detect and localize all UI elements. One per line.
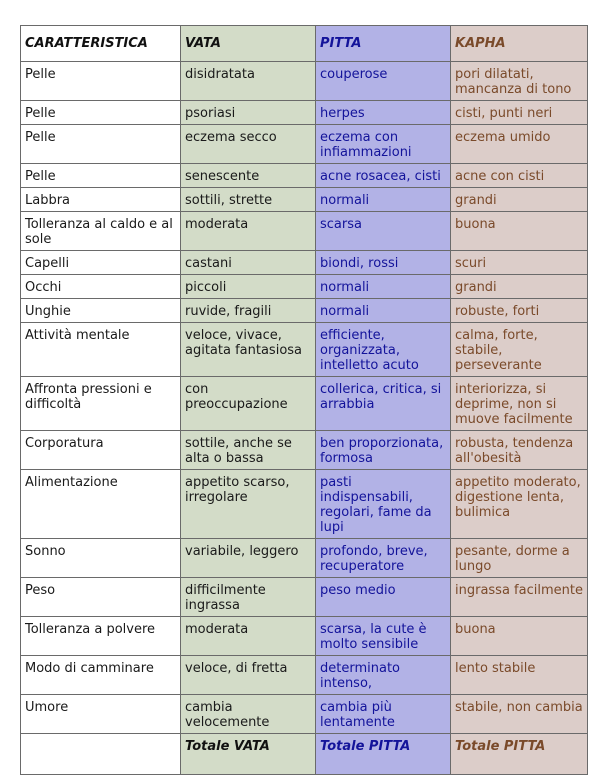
cell-caratteristica: Pelle [21, 125, 181, 164]
cell-pitta: peso medio [316, 578, 451, 617]
table-row [21, 656, 588, 695]
cell-caratteristica: Pelle [21, 164, 181, 188]
cell-kapha: robuste, forti [451, 299, 588, 323]
cell-kapha: robusta, tendenza all'obesità [451, 431, 588, 470]
cell-caratteristica: Pelle [21, 62, 181, 101]
cell-pitta: ben proporzionata, formosa [316, 431, 451, 470]
cell-caratteristica: Unghie [21, 299, 181, 323]
cell-vata: sottili, strette [181, 188, 316, 212]
cell-pitta: herpes [316, 101, 451, 125]
footer-totale-vata: Totale VATA [181, 734, 316, 775]
cell-vata: moderata [181, 617, 316, 656]
cell-caratteristica: Capelli [21, 251, 181, 275]
cell-pitta: normali [316, 275, 451, 299]
table-row [21, 62, 588, 101]
cell-kapha: buona [451, 212, 588, 251]
table-row [21, 323, 588, 377]
table-row [21, 251, 588, 275]
cell-kapha: stabile, non cambia [451, 695, 588, 734]
cell-kapha: buona [451, 617, 588, 656]
header-caratteristica: CARATTERISTICA [21, 26, 181, 62]
cell-vata: veloce, vivace, agitata fantasiosa [181, 323, 316, 377]
footer-totale-pitta: Totale PITTA [316, 734, 451, 775]
cell-caratteristica: Tolleranza a polvere [21, 617, 181, 656]
cell-caratteristica: Alimentazione [21, 470, 181, 539]
dosha-table [20, 25, 588, 775]
cell-vata: piccoli [181, 275, 316, 299]
table-row [21, 125, 588, 164]
cell-caratteristica: Affronta pressioni e difficoltà [21, 377, 181, 431]
cell-vata: difficilmente ingrassa [181, 578, 316, 617]
cell-vata: cambia velocemente [181, 695, 316, 734]
table-row [21, 212, 588, 251]
cell-kapha: scuri [451, 251, 588, 275]
cell-pitta: scarsa, la cute è molto sensibile [316, 617, 451, 656]
cell-pitta: acne rosacea, cisti [316, 164, 451, 188]
cell-pitta: cambia più lentamente [316, 695, 451, 734]
cell-kapha: interiorizza, si deprime, non si muove facilmente [451, 377, 588, 431]
table-row [21, 617, 588, 656]
cell-pitta: couperose [316, 62, 451, 101]
table-row [21, 299, 588, 323]
cell-pitta: normali [316, 188, 451, 212]
cell-pitta: determinato intenso, [316, 656, 451, 695]
cell-kapha: acne con cisti [451, 164, 588, 188]
cell-vata: disidratata [181, 62, 316, 101]
cell-vata: ruvide, fragili [181, 299, 316, 323]
cell-caratteristica: Attività mentale [21, 323, 181, 377]
footer-caratteristica [21, 734, 181, 775]
cell-kapha: lento stabile [451, 656, 588, 695]
cell-caratteristica: Corporatura [21, 431, 181, 470]
cell-caratteristica: Pelle [21, 101, 181, 125]
cell-vata: sottile, anche se alta o bassa [181, 431, 316, 470]
cell-vata: eczema secco [181, 125, 316, 164]
table-row [21, 188, 588, 212]
header-pitta: PITTA [316, 26, 451, 62]
table-row [21, 539, 588, 578]
cell-vata: moderata [181, 212, 316, 251]
cell-caratteristica: Labbra [21, 188, 181, 212]
cell-caratteristica: Occhi [21, 275, 181, 299]
cell-pitta: profondo, breve, recuperatore [316, 539, 451, 578]
header-vata: VATA [181, 26, 316, 62]
cell-kapha: eczema umido [451, 125, 588, 164]
cell-pitta: scarsa [316, 212, 451, 251]
header-kapha: KAPHA [451, 26, 588, 62]
cell-pitta: eczema con infiammazioni [316, 125, 451, 164]
cell-kapha: ingrassa facilmente [451, 578, 588, 617]
cell-kapha: pori dilatati, mancanza di tono [451, 62, 588, 101]
table-row [21, 377, 588, 431]
cell-caratteristica: Umore [21, 695, 181, 734]
cell-kapha: calma, forte, stabile, perseverante [451, 323, 588, 377]
footer-totale-kapha: Totale PITTA [451, 734, 588, 775]
cell-pitta: biondi, rossi [316, 251, 451, 275]
cell-caratteristica: Sonno [21, 539, 181, 578]
cell-vata: senescente [181, 164, 316, 188]
cell-vata: veloce, di fretta [181, 656, 316, 695]
table-row [21, 431, 588, 470]
cell-caratteristica: Tolleranza al caldo e al sole [21, 212, 181, 251]
table-row [21, 470, 588, 539]
cell-kapha: grandi [451, 275, 588, 299]
cell-kapha: pesante, dorme a lungo [451, 539, 588, 578]
table-row [21, 101, 588, 125]
cell-pitta: pasti indispensabili, regolari, fame da lupi [316, 470, 451, 539]
cell-vata: castani [181, 251, 316, 275]
cell-caratteristica: Modo di camminare [21, 656, 181, 695]
cell-kapha: appetito moderato, digestione lenta, bulimica [451, 470, 588, 539]
cell-vata: variabile, leggero [181, 539, 316, 578]
cell-pitta: efficiente, organizzata, intelletto acuto [316, 323, 451, 377]
table-row [21, 578, 588, 617]
cell-kapha: cisti, punti neri [451, 101, 588, 125]
cell-kapha: grandi [451, 188, 588, 212]
table-footer-row [21, 734, 588, 775]
cell-vata: psoriasi [181, 101, 316, 125]
table-row [21, 695, 588, 734]
table-row [21, 275, 588, 299]
cell-pitta: collerica, critica, si arrabbia [316, 377, 451, 431]
table-row [21, 164, 588, 188]
cell-caratteristica: Peso [21, 578, 181, 617]
cell-pitta: normali [316, 299, 451, 323]
cell-vata: appetito scarso, irregolare [181, 470, 316, 539]
table-header-row [21, 26, 588, 62]
cell-vata: con preoccupazione [181, 377, 316, 431]
